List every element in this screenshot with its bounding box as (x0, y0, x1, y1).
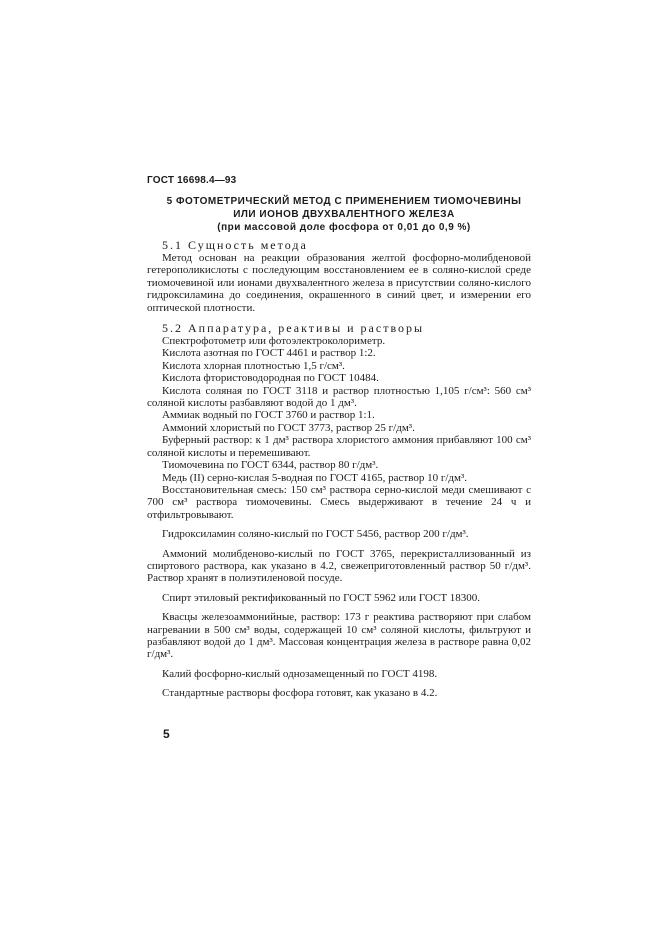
list-item: Восстановительная смесь: 150 см³ раствора серно-кислой меди смешивают с 700 см³ раствора тиомочевины. Смесь выдерживают в течение 24 ч и отфильтровывают. (147, 483, 531, 521)
document-body (147, 238, 531, 700)
section-title-subtitle: (при массовой доле фосфора от 0,01 до 0,9 %) (217, 222, 471, 233)
list-item: Кислота азотная по ГОСТ 4461 и раствор 1:2. (162, 347, 376, 360)
list-item: Аммоний хлористый по ГОСТ 3773, раствор 25 г/дм³. (162, 421, 415, 434)
list-item: Спектрофотометр или фотоэлектроколориметр. (162, 335, 386, 348)
list-item: Медь (II) серно-кислая 5-водная по ГОСТ 4165, раствор 10 г/дм³. (162, 471, 467, 484)
section-title-line-2: ИЛИ ИОНОВ ДВУХВАЛЕНТНОГО ЖЕЛЕЗА (233, 209, 455, 220)
subsection-heading-5-2: 5.2 Аппаратура, реактивы и растворы (162, 321, 425, 336)
list-item: Тиомочевина по ГОСТ 6344, раствор 80 г/дм³. (162, 459, 379, 472)
list-item: Спирт этиловый ректификованный по ГОСТ 5962 или ГОСТ 18300. (162, 591, 481, 604)
list-item: Калий фосфорно-кислый однозамещенный по ГОСТ 4198. (162, 667, 438, 680)
list-item: Кислота соляная по ГОСТ 3118 и раствор плотностью 1,105 г/см³: 560 см³ соляной кислоты разбавляют водой до 1 дм³. (147, 384, 531, 410)
list-item: Аммиак водный по ГОСТ 3760 и раствор 1:1. (162, 409, 375, 422)
section-title-line-1: 5 ФОТОМЕТРИЧЕСКИЙ МЕТОД С ПРИМЕНЕНИЕМ ТИОМОЧЕВИНЫ (166, 196, 522, 207)
subsection-heading-5-1: 5.1 Сущность метода (162, 238, 308, 252)
paragraph-method-essence: Метод основан на реакции образования желтой фосфорно-молибденовой гетерополикислоты с последующим восстановлением ее в соляно-кислой среде тиомочевиной или ионами двухвалентного железа в присутствии соляно-кислого гидроксиламина до соединения, окрашенного в синий цвет, и измерении его оптической плотности. (147, 252, 531, 314)
document-header: ГОСТ 16698.4—93 (147, 175, 237, 186)
list-item: Буферный раствор: к 1 дм³ раствора хлористого аммония прибавляют 100 см³ соляной кислоты и перемешивают. (147, 434, 531, 459)
list-item: Гидроксиламин соляно-кислый по ГОСТ 5456, раствор 200 г/дм³. (162, 528, 469, 541)
list-item: Кислота фтористоводородная по ГОСТ 10484. (162, 372, 379, 385)
list-item: Кислота хлорная плотностью 1,5 г/см³. (162, 359, 345, 372)
list-item: Квасцы железоаммонийные, раствор: 173 г реактива растворяют при слабом нагревании в 500 см³ воды, содержащей 10 см³ соляной кислоты, фильтруют и разбавляют водой до 1 дм³. Массовая концентрация железа в растворе равна 0,02 г/дм³. (147, 611, 531, 661)
list-item: Аммоний молибденово-кислый по ГОСТ 3765, перекристаллизованный из спиртового раствора, как указано в 4.2, свежеприготовленный раствор 50 г/дм³. Раствор хранят в полиэтиленовой посуде. (147, 547, 531, 585)
page-number: 5 (163, 727, 170, 741)
list-item: Стандартные растворы фосфора готовят, как указано в 4.2. (162, 687, 438, 700)
